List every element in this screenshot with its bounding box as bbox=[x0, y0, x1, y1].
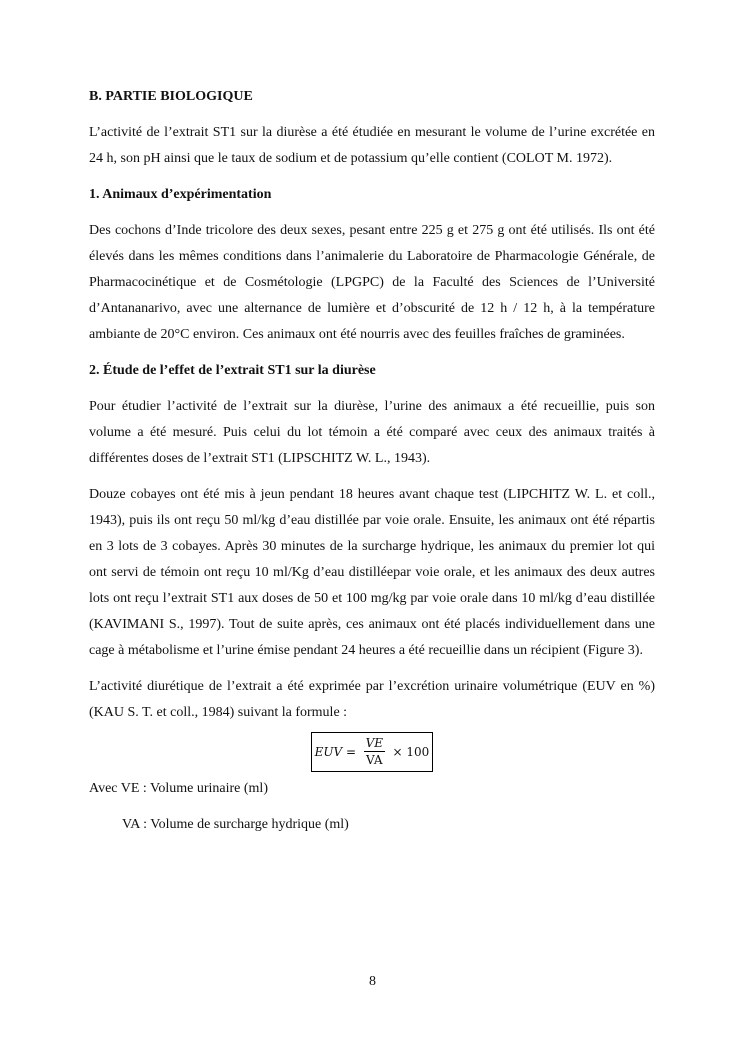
section-b-heading: B. PARTIE BIOLOGIQUE bbox=[89, 89, 253, 104]
formula-fraction bbox=[364, 735, 385, 768]
section-2-heading: 2. Étude de l’effet de l’extrait ST1 sur la diurèse bbox=[89, 363, 376, 378]
definition-va: VA : Volume de surcharge hydrique (ml) bbox=[122, 817, 349, 832]
page-content bbox=[89, 84, 655, 838]
euv-formula bbox=[311, 732, 434, 772]
section-2-paragraph-2: Douze cobayes ont été mis à jeun pendant 18 heures avant chaque test (LIPCHITZ W. L. et coll., 1943), puis ils ont reçu 50 ml/kg d’eau distillée par voie orale. Ensuite, les animaux ont été répartis en 3 lots de 3 cobayes. Après 30 minutes de la surcharge hydrique, les animaux du premier lot qui ont servi de témoin ont reçu 10 ml/Kg d’eau distilléepar voie orale, et les animaux des deux autres lots ont reçu l’extrait ST1 aux doses de 50 et 100 mg/kg par voie orale dans 10 ml/kg d’eau distillée (KAVIMANI S., 1997). Tout de suite après, ces animaux ont été placés individuellement dans une cage à métabolisme et l’urine émise pendant 24 heures a été recueillie dans un récipient (Figure 3). bbox=[89, 487, 655, 658]
formula-container bbox=[89, 732, 655, 772]
section-2-paragraph-3: L’activité diurétique de l’extrait a été exprimée par l’excrétion urinaire volumétrique (EUV en %) (KAU S. T. et coll., 1984) suivant la formule : bbox=[89, 679, 655, 720]
section-1-heading: 1. Animaux d’expérimentation bbox=[89, 187, 272, 202]
section-1-paragraph: Des cochons d’Inde tricolore des deux sexes, pesant entre 225 g et 275 g ont été utilisés. Ils ont été élevés dans les mêmes conditions dans l’animalerie du Laboratoire de Pharmacologie Générale, de Pharmacocinétique et de Cosmétologie (LPGPC) de la Faculté des Sciences de l’Université d’Antananarivo, avec une alternance de lumière et d’obscurité de 12 h / 12 h, à la température ambiante de 20°C environ. Ces animaux ont été nourris avec des feuilles fraîches de graminées. bbox=[89, 223, 655, 342]
page-number: 8 bbox=[369, 974, 376, 989]
formula-lhs: EUV = bbox=[314, 744, 357, 759]
formula-denominator: VA bbox=[366, 753, 383, 767]
section-b-intro: L’activité de l’extrait ST1 sur la diurèse a été étudiée en mesurant le volume de l’urine excrétée en 24 h, son pH ainsi que le taux de sodium et de potassium qu’elle contient (COLOT M. 1972). bbox=[89, 125, 655, 166]
formula-rhs: × 100 bbox=[392, 744, 430, 759]
definition-ve: Avec VE : Volume urinaire (ml) bbox=[89, 781, 268, 796]
formula-numerator: VE bbox=[365, 736, 384, 750]
section-2-paragraph-1: Pour étudier l’activité de l’extrait sur la diurèse, l’urine des animaux a été recueillie, puis son volume a été mesuré. Puis celui du lot témoin a été comparé avec ceux des animaux traités à différentes doses de l’extrait ST1 (LIPSCHITZ W. L., 1943). bbox=[89, 399, 655, 466]
